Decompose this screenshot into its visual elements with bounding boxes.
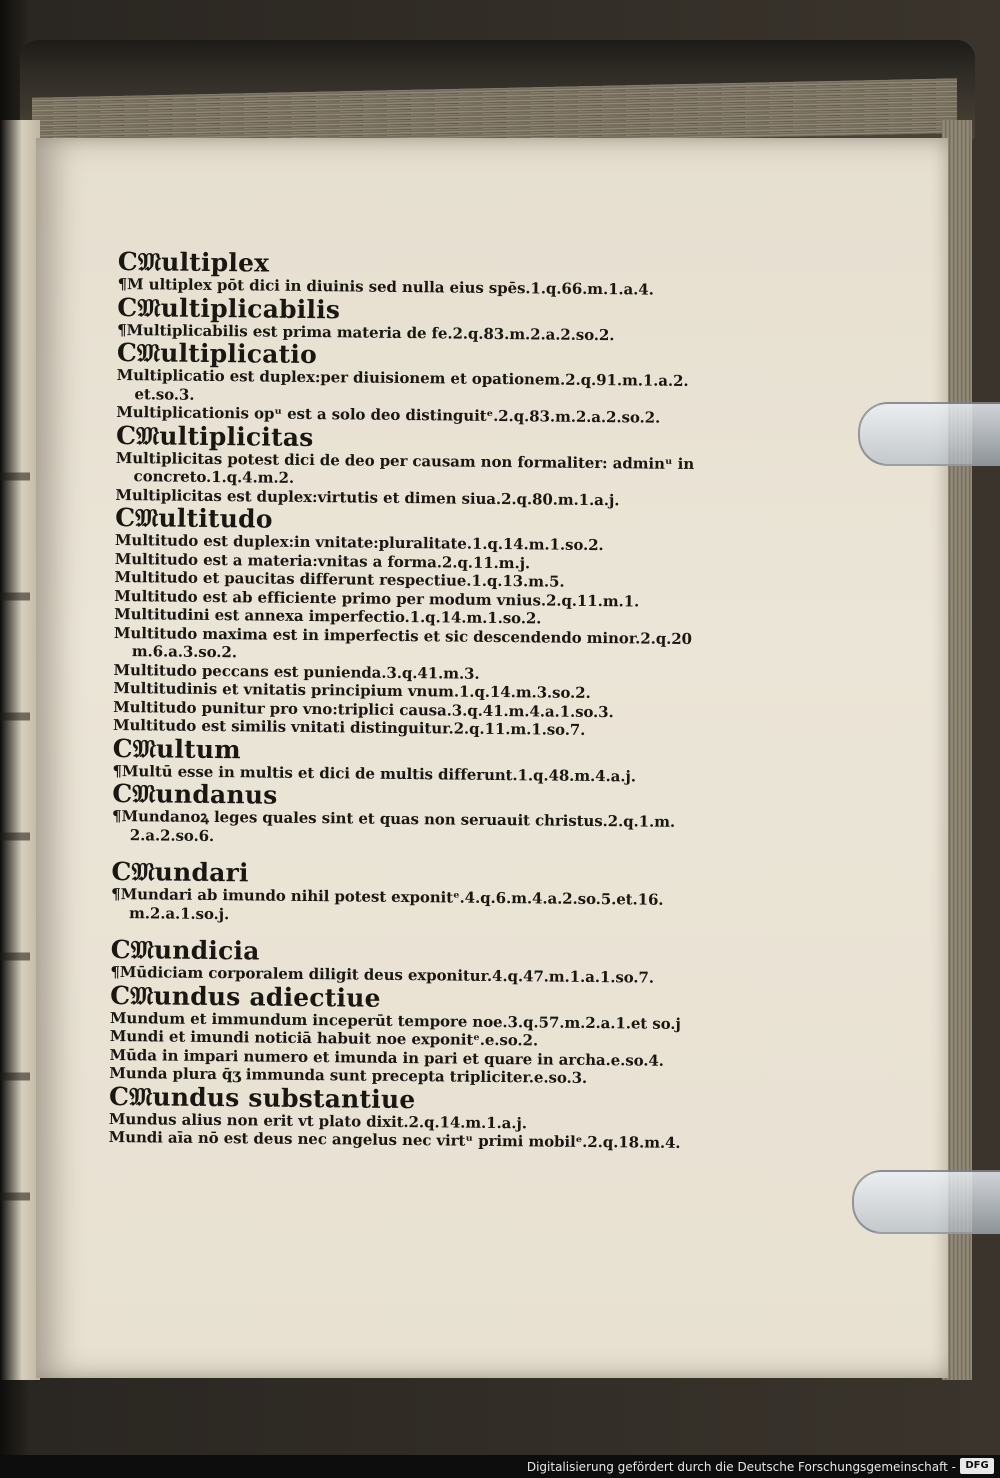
entry-text: Multitudo est a materia:vnitas a forma.2.q.11.m.j. [114, 549, 531, 572]
entry-text: ¶M ultiplex pōt dici in diuinis sed nulla eius spēs.1.q.66.m.1.a.4. [117, 274, 654, 299]
entry-text: Multitudo est similis vnitati distinguitur.2.q.11.m.1.so.7. [112, 715, 586, 739]
entry-text: ¶Mundari ab imundo nihil potest exponitᵉ.4.q.6.m.4.a.2.so.5.et.16. [111, 884, 664, 909]
entry-text: Mūda in impari numero et imunda in pari et quare in archa.e.so.4. [109, 1045, 664, 1070]
entry-text: Multitudo est ab efficiente primo per modum vnius.2.q.11.m.1. [114, 586, 640, 610]
left-page-edge [0, 120, 40, 1380]
entry-text: Mundus alius non erit vt plato dixit.2.q.14.m.1.a.j. [108, 1109, 527, 1132]
entry-text: Multiplicitas potest dici de deo per causam non formaliter: adminᵘ in [115, 448, 695, 473]
index-heading: C𝔐ultum [112, 733, 242, 764]
footer-credit: Digitalisierung gefördert durch die Deutsche Forschungsgemeinschaft - [526, 1460, 956, 1474]
entry-text: Multiplicationis opᵘ est a solo deo distinguitᵉ.2.q.83.m.2.a.2.so.2. [116, 402, 661, 427]
entry-text: Multitudo punitur pro vno:triplici causa.3.q.41.m.4.a.1.so.3. [113, 697, 614, 721]
entry-text: Mundi et imundi noticiā habuit noe exponitᵉ.e.so.2. [109, 1026, 539, 1050]
digitization-footer [0, 1455, 1000, 1478]
index-heading: C𝔐undus substantiue [108, 1081, 416, 1114]
entry-text: ¶Mundanoꝝ leges quales sint et quas non seruauit christus.2.q.1.m. [111, 806, 676, 831]
index-heading: C𝔐ultiplicabilis [117, 292, 341, 324]
entry-continuation: concreto.1.q.4.m.2. [133, 467, 295, 487]
entry-text: Munda plura q̄ʒ immunda sunt precepta tripliciter.e.so.3. [109, 1063, 588, 1087]
index-heading: C𝔐ultitudo [115, 502, 273, 534]
entry-text: Multitudini est annexa imperfectio.1.q.14.m.1.so.2. [114, 604, 542, 628]
entry-text: ¶Multiplicabilis est prima materia de fe.2.q.83.m.2.a.2.so.2. [117, 320, 615, 344]
entry-text: Multitudo est duplex:in vnitate:pluralitate.1.q.14.m.1.so.2. [114, 530, 604, 555]
entry-continuation: et.so.3. [134, 384, 195, 404]
entry-text: Mundum et immundum inceperūt tempore noe.3.q.57.m.2.a.1.et so.j [109, 1008, 681, 1033]
entry-continuation: 2.a.2.so.6. [129, 825, 215, 845]
index-heading: C𝔐undari [111, 856, 249, 888]
index-heading: C𝔐ultiplicitas [115, 420, 314, 452]
index-heading: C𝔐undicia [110, 934, 260, 966]
entry-text: Mundi aīa nō est deus nec angelus nec virtᵘ primi mobilᵉ.2.q.18.m.4. [108, 1127, 681, 1152]
entry-continuation: m.2.a.1.so.j. [128, 903, 230, 923]
entry-text: Multitudo et paucitas differunt respectiue.1.q.13.m.5. [114, 567, 565, 591]
entry-text: Multitudo peccans est punienda.3.q.41.m.3. [113, 660, 480, 683]
page-clip-top [858, 402, 1000, 466]
index-heading: C𝔐undus adiectiue [110, 980, 381, 1013]
index-entry [111, 885, 771, 929]
index-heading: C𝔐undanus [112, 778, 278, 810]
entry-text: Multitudo maxima est in imperfectis et sic descendendo minor.2.q.20 [113, 623, 693, 648]
entry-continuation: m.6.a.3.so.2. [131, 642, 237, 662]
index-heading: C𝔐ultiplicatio [116, 337, 318, 370]
dfg-logo: DFG [960, 1458, 994, 1474]
index-heading: C𝔐ultiplex [117, 247, 270, 278]
entry-text: Multiplicitas est duplex:virtutis et dimen siua.2.q.80.m.1.a.j. [115, 485, 620, 509]
entry-text: Multitudinis et vnitatis principium vnum.1.q.14.m.3.so.2. [113, 678, 591, 702]
index-entry [112, 807, 772, 851]
entry-text: Multiplicatio est duplex:per diuisionem et opationem.2.q.91.m.1.a.2. [116, 365, 689, 390]
left-page-text-fragments [0, 420, 30, 1220]
entry-text: ¶Multū esse in multis et dici de multis differunt.1.q.48.m.4.a.j. [112, 761, 636, 785]
entry-text: ¶Mūdiciam corporalem diligit deus exponitur.4.q.47.m.1.a.1.so.7. [110, 962, 655, 987]
page-clip-bottom [852, 1170, 1000, 1234]
index-text-block [109, 248, 778, 1153]
